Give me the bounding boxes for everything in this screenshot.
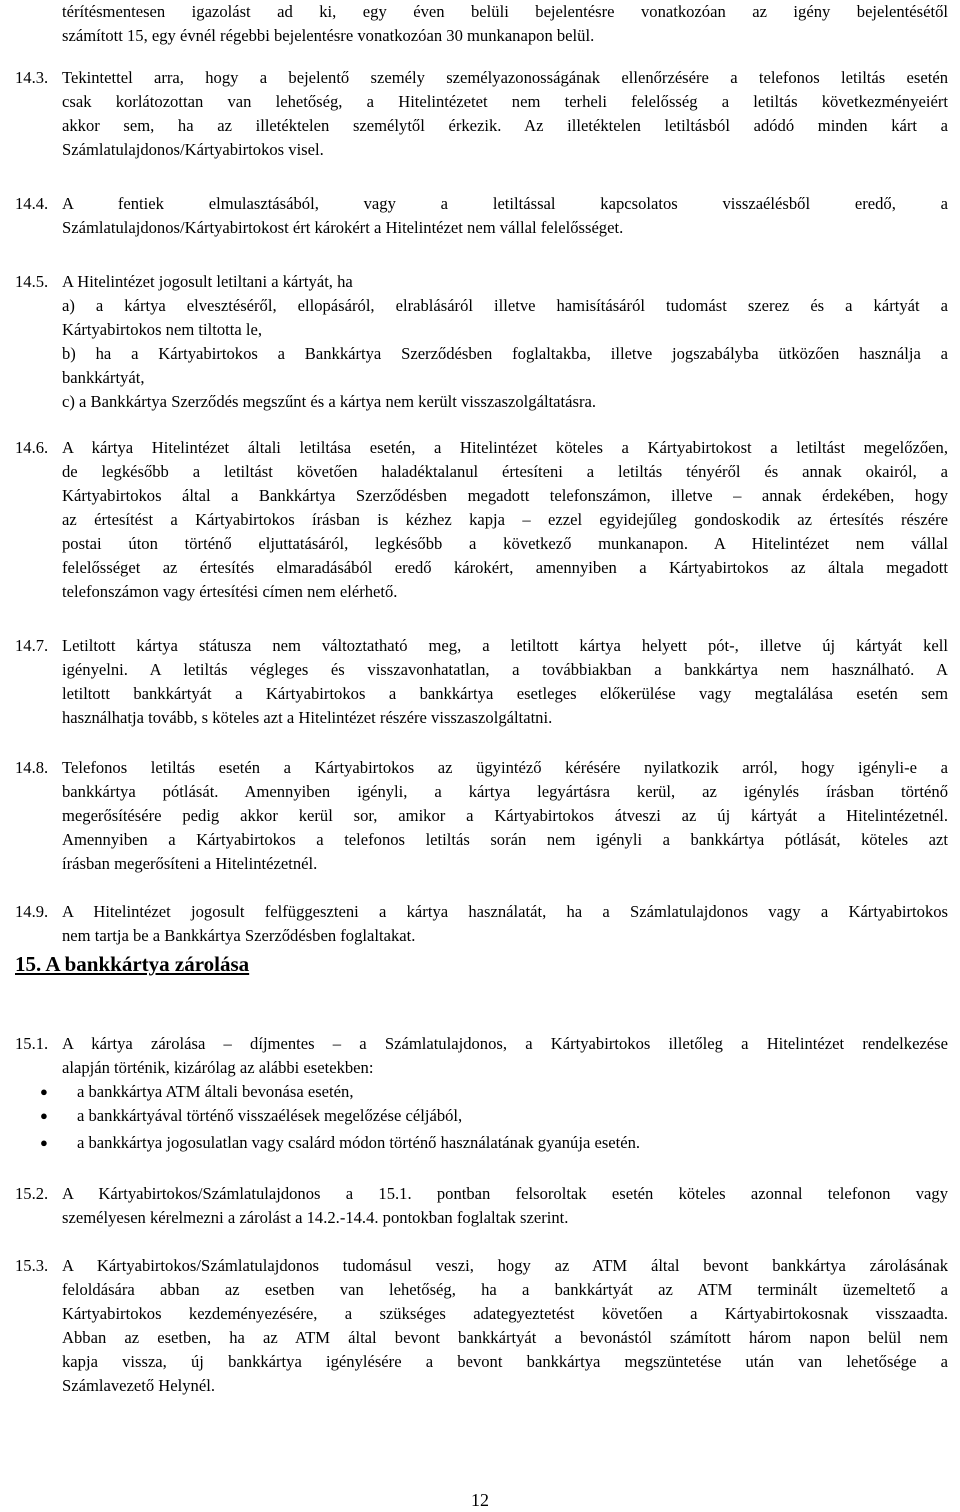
bullet-icon: ● xyxy=(40,1084,48,1099)
text-line: A Kártyabirtokos/Számlatulajdonos a 15.1. pontban felsoroltak esetén köteles azonnal telefonon vagy xyxy=(62,1184,948,1203)
text-line: csak korlátozottan van lehetőség, a Hitelintézetet nem terheli felelősség a letiltás következményeiért xyxy=(62,92,948,111)
paragraph-number: 15.3. xyxy=(15,1256,49,1275)
page-number: 12 xyxy=(471,1490,489,1510)
text-line: Kártyabirtokos kezdeményezésére, a szükséges adategyeztetést követően a Kártyabirtokosnak visszaadta. xyxy=(62,1304,948,1323)
paragraph-number: 14.4. xyxy=(15,194,49,213)
text-line: Tekintettel arra, hogy a bejelentő személy személyazonosságának ellenőrzésére a telefonos letiltás esetén xyxy=(62,68,948,87)
text-line: bankkártya pótlását. Amennyiben igényli, a kártya legyártásra kerül, az igénylés írásban történő xyxy=(62,782,948,801)
text-line: Abban az esetben, ha az ATM által bevont bankkártyát a bevonástól számított három napon belül nem xyxy=(62,1328,948,1347)
text-line: használhatja tovább, s köteles azt a Hitelintézet részére visszaszolgáltatni. xyxy=(62,708,553,727)
text-line: akkor sem, ha az illetéktelen személytől érkezik. Az illetéktelen letiltásból adódó minden kárt a xyxy=(62,116,948,135)
text-line: a) a kártya elvesztéséről, ellopásáról, elrablásáról illetve hamisításáról tudomást szerez és a kártyát a xyxy=(62,296,948,315)
text-line: c) a Bankkártya Szerződés megszűnt és a kártya nem került visszaszolgáltatásra. xyxy=(62,392,597,411)
text-line: kapja vissza, új bankkártya igénylésére a bevont bankkártya megszüntetése után van lehetősége a xyxy=(62,1352,948,1371)
list-item: a bankkártya ATM általi bevonása esetén, xyxy=(77,1082,354,1101)
text-line: írásban megerősíteni a Hitelintézetnél. xyxy=(62,854,318,873)
paragraph-number: 15.2. xyxy=(15,1184,49,1203)
text-line: alapján történik, kizárólag az alábbi esetekben: xyxy=(62,1058,374,1077)
paragraph-number: 15.1. xyxy=(15,1034,49,1053)
list-item: a bankkártyával történő visszaélések megelőzése céljából, xyxy=(77,1106,463,1125)
text-line: feloldására abban az esetben van lehetőség, ha a bankkártyát az ATM terminált üzemeltető a xyxy=(62,1280,948,1299)
text-line: bankkártyát, xyxy=(62,368,145,387)
text-line: postai úton történő eljuttatásáról, legkésőbb a következő munkanapon. A Hitelintézet nem vállal xyxy=(62,534,948,553)
list-item: a bankkártya jogosulatlan vagy csalárd módon történő használatának gyanúja esetén. xyxy=(77,1133,641,1152)
text-line: Letiltott kártya státusza nem változtatható meg, a letiltott kártya helyett pót-, illetve új kártyát kell xyxy=(62,636,948,655)
text-line: A Hitelintézet jogosult letiltani a kártyát, ha xyxy=(62,272,353,291)
text-line: térítésmentesen igazolást ad ki, egy éven belüli bejelentésre vonatkozóan az igény bejelentésétől xyxy=(62,2,948,21)
text-line: Amennyiben a Kártyabirtokos a telefonos letiltás során nem igényli a bankkártya pótlását, köteles azt xyxy=(62,830,948,849)
paragraph-number: 14.7. xyxy=(15,636,49,655)
paragraph-number: 14.3. xyxy=(15,68,49,87)
text-line: b) ha a Kártyabirtokos a Bankkártya Szerződésben foglaltakba, illetve jogszabályba ütközően használja a xyxy=(62,344,948,363)
paragraph-number: 14.8. xyxy=(15,758,49,777)
text-line: telefonszámon vagy értesítési címen nem elérhető. xyxy=(62,582,398,601)
paragraph-number: 14.9. xyxy=(15,902,49,921)
text-line: A kártya zárolása – díjmentes – a Számlatulajdonos, a Kártyabirtokos illetőleg a Hitelintézet rendelkezése xyxy=(62,1034,948,1053)
text-line: de legkésőbb a letiltást követően haladéktalanul értesíteni a letiltás tényéről és annak okairól, a xyxy=(62,462,948,481)
text-line: személyesen kérelmezni a zárolást a 14.2.-14.4. pontokban foglaltak szerint. xyxy=(62,1208,569,1227)
bullet-icon: ● xyxy=(40,1135,48,1150)
text-line: Számlatulajdonos/Kártyabirtokos visel. xyxy=(62,140,324,159)
text-line: A Kártyabirtokos/Számlatulajdonos tudomásul veszi, hogy az ATM által bevont bankkártya zárolásának xyxy=(62,1256,948,1275)
text-line: A fentiek elmulasztásából, vagy a letiltással kapcsolatos visszaélésből eredő, a xyxy=(62,194,948,213)
bullet-icon: ● xyxy=(40,1108,48,1123)
text-line: nem tartja be a Bankkártya Szerződésben foglaltakat. xyxy=(62,926,416,945)
text-line: Kártyabirtokos által a Bankkártya Szerződésben megadott telefonszámon, illetve – annak érdekében, hogy xyxy=(62,486,948,505)
text-line: letiltott bankkártyát a Kártyabirtokos a bankkártya esetleges előkerülése vagy megtalálása esetén sem xyxy=(62,684,948,703)
text-line: A kártya Hitelintézet általi letiltása esetén, a Hitelintézet köteles a Kártyabirtokost a letiltást megelőzően, xyxy=(62,438,948,457)
section-heading-15: 15. A bankkártya zárolása xyxy=(15,952,250,976)
text-line: az értesítést a Kártyabirtokos írásban is kézhez kapja – ezzel egyidejűleg gondoskodik az értesítés részére xyxy=(62,510,948,529)
paragraph-number: 14.5. xyxy=(15,272,49,291)
text-line: igényelni. A letiltás végleges és visszavonhatatlan, a továbbiakban a bankkártya nem használható. A xyxy=(62,660,948,679)
text-line: felelősséget az értesítés elmaradásából eredő károkért, amennyiben a Kártyabirtokos az általa megadott xyxy=(62,558,948,577)
text-line: Telefonos letiltás esetén a Kártyabirtokos az ügyintéző kérésére nyilatkozik arról, hogy igényli-e a xyxy=(62,758,948,777)
text-line: Számlatulajdonos/Kártyabirtokost ért károkért a Hitelintézet nem vállal felelősséget. xyxy=(62,218,624,237)
text-line: A Hitelintézet jogosult felfüggeszteni a kártya használatát, ha a Számlatulajdonos vagy a Kártyabirtokos xyxy=(62,902,948,921)
paragraph-number: 14.6. xyxy=(15,438,49,457)
text-line: megerősítésére pedig akkor kerül sor, amikor a Kártyabirtokos átveszi az új kártyát a Hitelintézetnél. xyxy=(62,806,948,825)
text-line: számított 15, egy évnél régebbi bejelentésre vonatkozóan 30 munkanapon belül. xyxy=(62,26,595,45)
text-line: Kártyabirtokos nem tiltotta le, xyxy=(62,320,263,339)
text-line: Számlavezető Helynél. xyxy=(62,1376,215,1395)
